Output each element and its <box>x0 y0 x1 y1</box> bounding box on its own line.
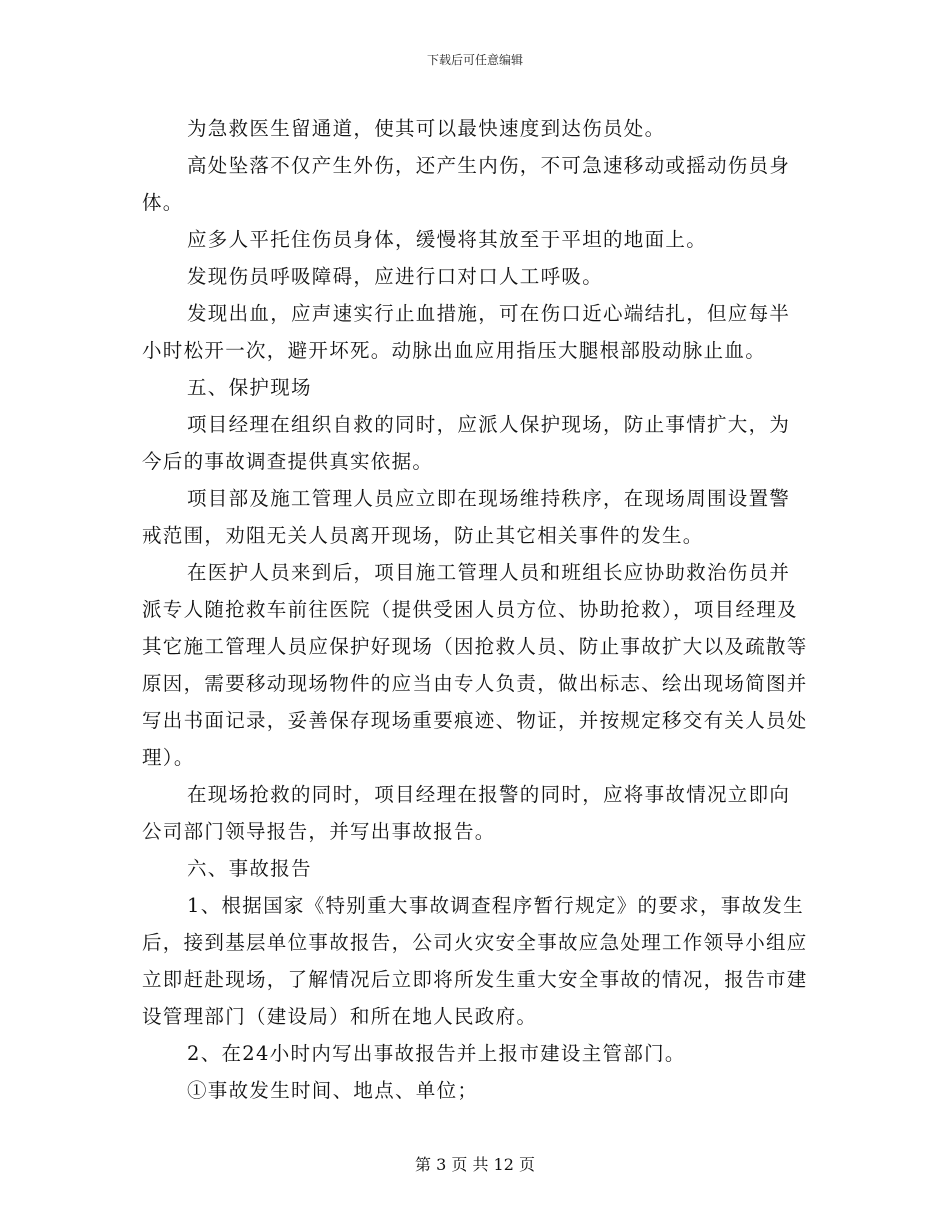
paragraph: 高处坠落不仅产生外伤，还产生内伤，不可急速移动或摇动伤员身体。 <box>142 154 791 214</box>
section-heading: 六、事故报告 <box>187 857 312 880</box>
paragraph: 2、在24小时内写出事故报告并上报市建设主管部门。 <box>187 1042 686 1065</box>
paragraph: 应多人平托住伤员身体，缓慢将其放至于平坦的地面上。 <box>187 228 708 251</box>
paragraph: 项目经理在组织自救的同时，应派人保护现场，防止事情扩大，为今后的事故调查提供真实依据。 <box>142 413 791 473</box>
list-item: ①事故发生时间、地点、单位； <box>187 1079 479 1102</box>
paragraph: 1、根据国家《特别重大事故调查程序暂行规定》的要求，事故发生后，接到基层单位事故报告，公司火灾安全事故应急处理工作领导小组应立即赶赴现场，了解情况后立即将所发生重大安全事故的情况，报告市建设管理部门（建设局）和所在地人民政府。 <box>142 894 808 1028</box>
section-heading: 五、保护现场 <box>187 376 312 399</box>
page-header: 下载后可任意编辑 <box>426 53 523 67</box>
paragraph: 项目部及施工管理人员应立即在现场维持秩序，在现场周围设置警戒范围，劝阻无关人员离开现场，防止其它相关事件的发生。 <box>142 487 791 547</box>
paragraph: 在现场抢救的同时，项目经理在报警的同时，应将事故情况立即向公司部门领导报告，并写出事故报告。 <box>142 783 791 843</box>
paragraph: 在医护人员来到后，项目施工管理人员和班组长应协助救治伤员并派专人随抢救车前往医院（提供受困人员方位、协助抢救），项目经理及其它施工管理人员应保护好现场（因抢救人员、防止事故扩大以及疏散等原因，需要移动现场物件的应当由专人负责，做出标志、绘出现场简图并写出书面记录，妥善保存现场重要痕迹、物证，并按规定移交有关人员处理）。 <box>142 561 808 769</box>
page-number: 第 3 页 共 12 页 <box>415 1155 535 1174</box>
paragraph: 发现伤员呼吸障碍，应进行口对口人工呼吸。 <box>187 265 604 288</box>
paragraph: 发现出血，应声速实行止血措施，可在伤口近心端结扎，但应每半小时松开一次，避开坏死。动脉出血应用指压大腿根部股动脉止血。 <box>142 302 791 362</box>
document-body <box>142 110 808 1109</box>
paragraph: 为急救医生留通道，使其可以最快速度到达伤员处。 <box>187 117 666 140</box>
